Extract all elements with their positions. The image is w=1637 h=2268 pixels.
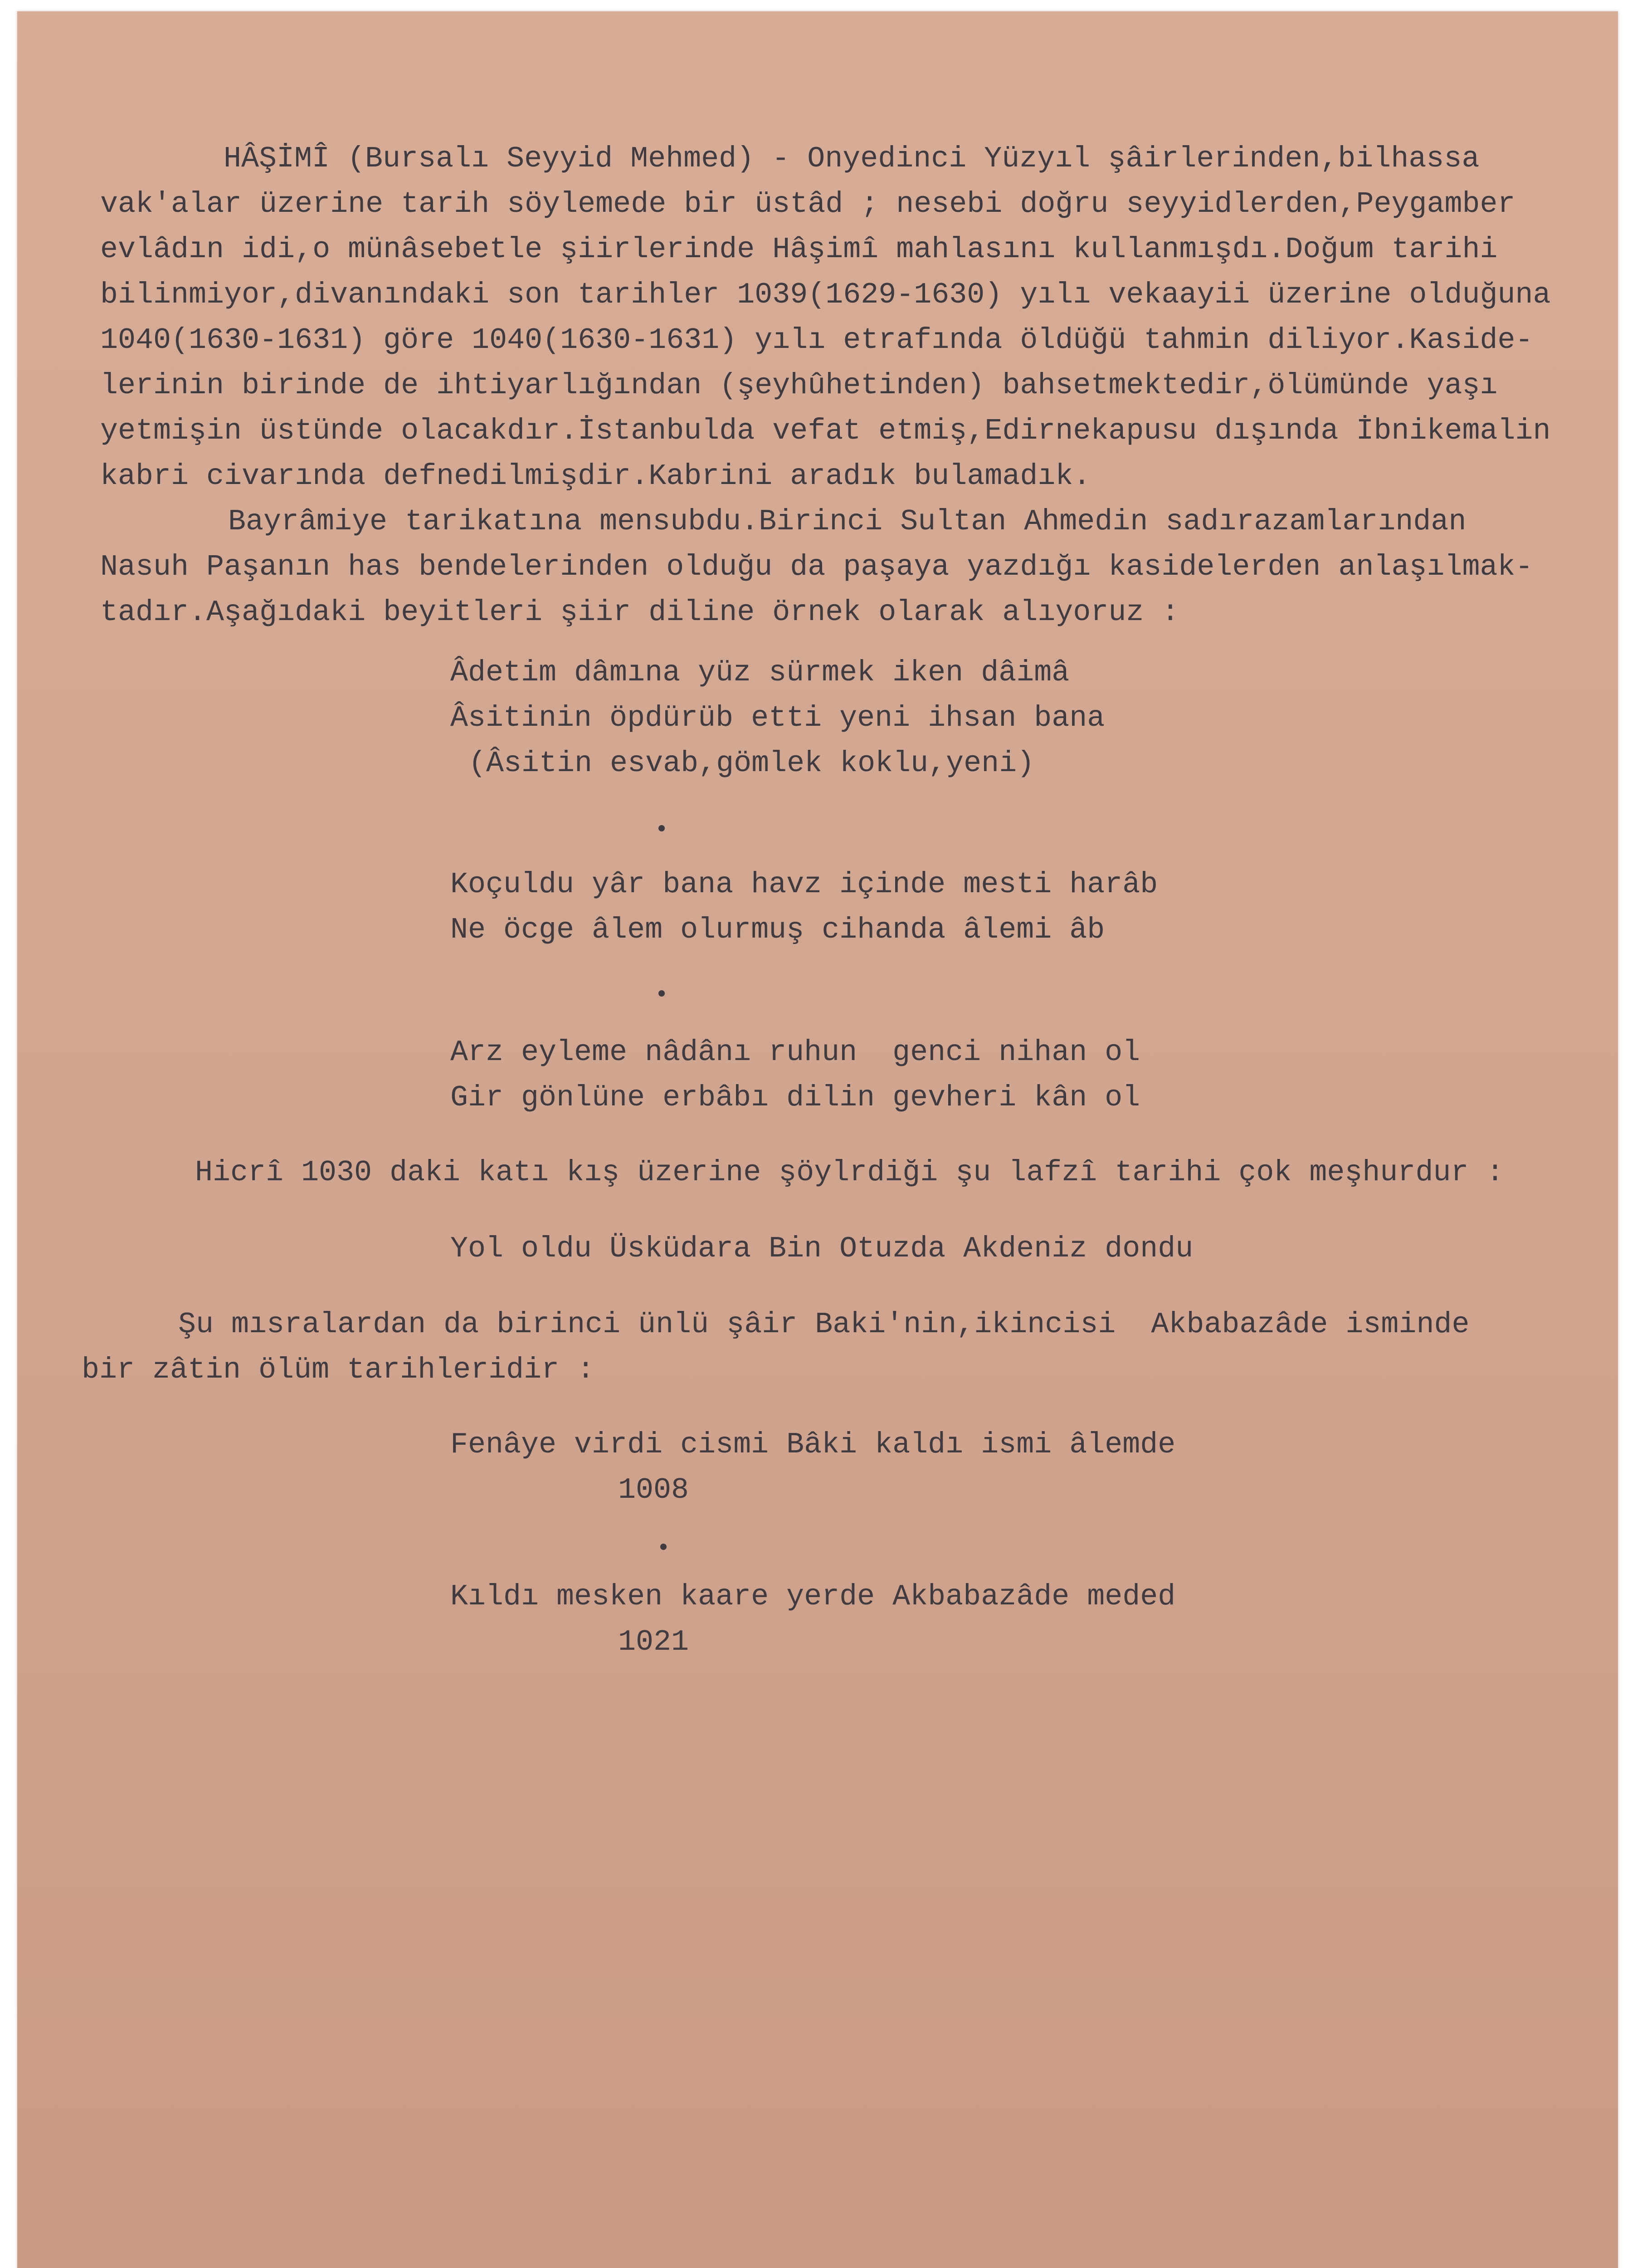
couplet-3-line-1: Arz eyleme nâdânı ruhun genci nihan ol: [450, 1036, 1140, 1069]
paragraph-4-line-1: Şu mısralardan da birinci ünlü şâir Baki'nin,ikincisi Akbabazâde isminde: [178, 1308, 1470, 1341]
chronogram-2-year: 1021: [618, 1625, 689, 1659]
paragraph-3: Hicrî 1030 daki katı kış üzerine şöylrdiği şu lafzî tarihi çok meşhurdur :: [195, 1156, 1504, 1189]
typewritten-page: [17, 11, 1618, 2268]
paragraph-4-line-2: bir zâtin ölüm tarihleridir :: [82, 1353, 595, 1387]
paragraph-1-line-5: 1040(1630-1631) göre 1040(1630-1631) yılı etrafında öldüğü tahmin diliyor.Kaside-: [100, 323, 1533, 357]
couplet-2-line-1: Koçuldu yâr bana havz içinde mesti harâb: [450, 868, 1158, 901]
paragraph-1-line-3: evlâdın idi,o münâsebetle şiirlerinde Hâşimî mahlasını kullanmışdı.Doğum tarihi: [100, 233, 1498, 266]
chronogram-1-verse: Fenâye virdi cismi Bâki kaldı ismi âlemde: [450, 1428, 1176, 1461]
separator-dot-2: [658, 990, 665, 997]
paragraph-1-line-2: vak'alar üzerine tarih söylemede bir üstâd ; nesebi doğru seyyidlerden,Peygamber: [100, 187, 1515, 221]
couplet-2-line-2: Ne öcge âlem olurmuş cihanda âlemi âb: [450, 913, 1105, 947]
paragraph-1-line-1: HÂŞİMÎ (Bursalı Seyyid Mehmed) - Onyedinci Yüzyıl şâirlerinden,bilhassa: [224, 142, 1480, 176]
couplet-3-line-2: Gir gönlüne erbâbı dilin gevheri kân ol: [450, 1081, 1140, 1114]
paragraph-2-line-2: Nasuh Paşanın has bendelerinden olduğu da paşaya yazdığı kasidelerden anlaşılmak-: [100, 550, 1533, 584]
verse-single: Yol oldu Üsküdara Bin Otuzda Akdeniz dondu: [450, 1232, 1194, 1266]
paragraph-1-line-7: yetmişin üstünde olacakdır.İstanbulda vefat etmiş,Edirnekapusu dışında İbnikemalin: [100, 414, 1551, 448]
separator-dot-1: [658, 825, 665, 831]
chronogram-1-year: 1008: [618, 1473, 689, 1507]
couplet-1-note: (Âsitin esvab,gömlek koklu,yeni): [468, 747, 1035, 780]
chronogram-2-verse: Kıldı mesken kaare yerde Akbabazâde meded: [450, 1580, 1176, 1613]
paragraph-2-line-3: tadır.Aşağıdaki beyitleri şiir diline örnek olarak alıyoruz :: [100, 596, 1179, 629]
paragraph-1-line-4: bilinmiyor,divanındaki son tarihler 1039(1629-1630) yılı vekaayii üzerine olduğuna: [100, 278, 1551, 312]
paragraph-1-line-6: lerinin birinde de ihtiyarlığından (şeyhûhetinden) bahsetmektedir,ölümünde yaşı: [100, 369, 1498, 402]
couplet-1-line-1: Âdetim dâmına yüz sürmek iken dâimâ: [450, 656, 1070, 689]
paragraph-2-line-1: Bayrâmiye tarikatına mensubdu.Birinci Sultan Ahmedin sadırazamlarından: [228, 505, 1466, 538]
couplet-1-line-2: Âsitinin öpdürüb etti yeni ihsan bana: [450, 701, 1105, 735]
separator-dot-3: [660, 1544, 667, 1550]
paragraph-1-line-8: kabri civarında defnedilmişdir.Kabrini aradık bulamadık.: [100, 459, 1091, 493]
